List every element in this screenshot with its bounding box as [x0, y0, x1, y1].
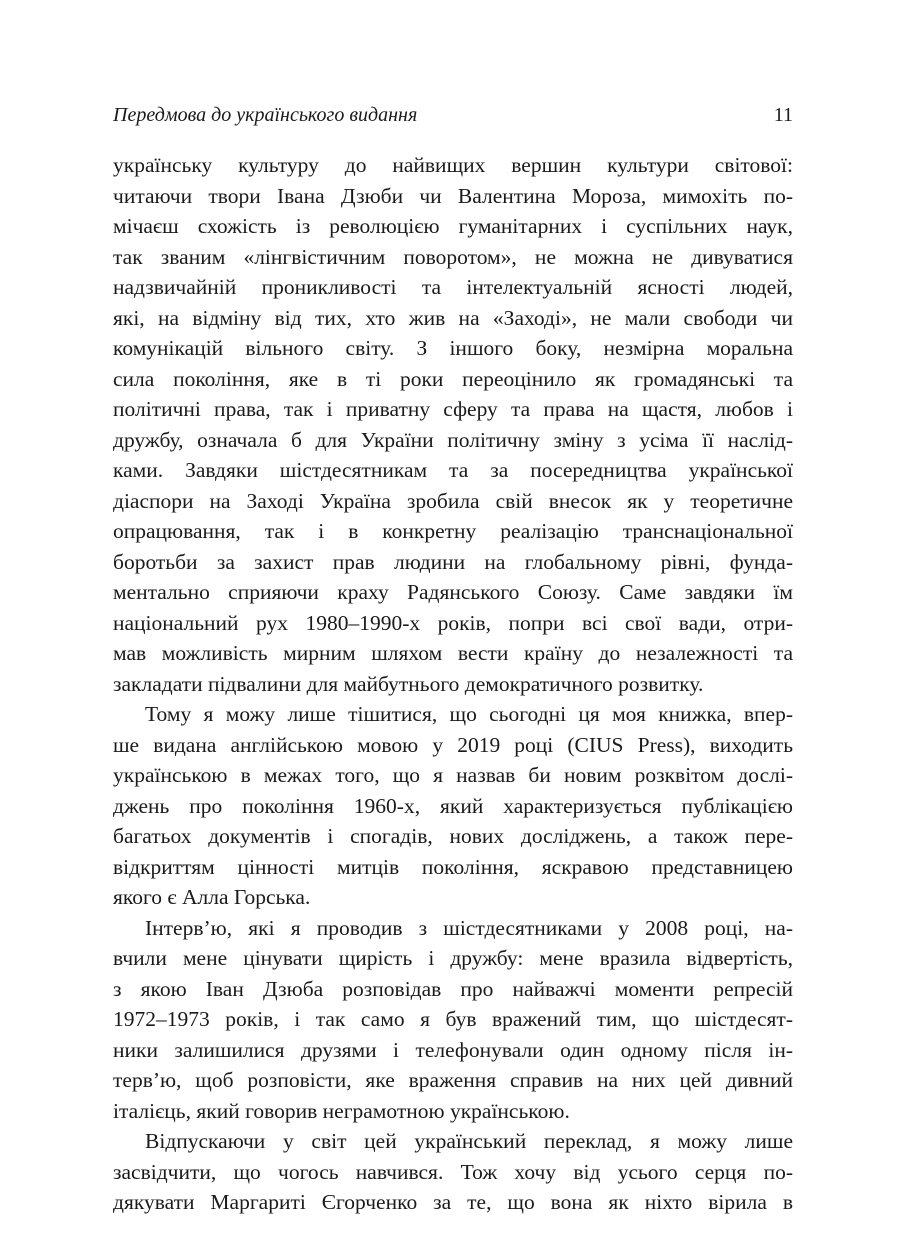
text-line: так званим «лінгвістичним поворотом», не можна не дивуватися [113, 244, 793, 269]
text-line: сила покоління, яке в ті роки переоцінило як громадянські та [113, 366, 793, 391]
text-line: якого є Алла Горська. [113, 885, 311, 909]
running-header [113, 104, 793, 132]
text-line: надзвичайній проникливості та інтелектуальній ясності людей, [113, 275, 793, 299]
text-line: діаспори на Заході Україна зробила свій внесок як у теоретичне [113, 488, 793, 513]
paragraph [113, 699, 793, 913]
text-line: італієць, який говорив неграмотною українською. [113, 1098, 570, 1123]
text-line: опрацювання, так і в конкретну реалізацію транснаціональної [113, 519, 793, 543]
paragraph [113, 1126, 793, 1218]
text-line: 1972–1973 років, і так само я був вражений тим, що шістдесят- [113, 1007, 793, 1031]
text-line: Інтерв’ю, які я проводив з шістдесятниками у 2008 році, на- [145, 915, 793, 940]
text-line: ками. Завдяки шістдесятникам та за посередництва української [113, 458, 793, 482]
text-line: відкриттям цінності митців покоління, яскравою представницею [113, 854, 793, 879]
text-line: дружбу, означала б для України політичну зміну з усіма її наслід- [113, 427, 793, 452]
text-line: мав можливість мирним шляхом вести країну до незалежності та [113, 641, 793, 665]
text-line: багатьох документів і спогадів, нових досліджень, а також пере- [113, 824, 793, 848]
text-line: національний рух 1980–1990-х років, попри всі свої вади, отри- [113, 610, 793, 635]
text-line: українською в межах того, що я назвав би новим розквітом дослі- [113, 763, 793, 787]
text-line: терв’ю, щоб розповісти, яке враження справив на них цей дивний [113, 1068, 793, 1092]
paragraph [113, 913, 793, 1127]
text-line: закладати підвалини для майбутнього демократичного розвитку. [113, 671, 704, 696]
text-line: дякувати Маргариті Єгорченко за те, що вона як ніхто вірила в [113, 1190, 793, 1214]
text-line: мічаєш схожість із революцією гуманітарних і суспільних наук, [113, 214, 793, 238]
paragraph [113, 150, 793, 699]
text-line: вчили мене цінувати щирість і дружбу: мене вразила відвертість, [113, 946, 793, 970]
text-line: боротьби за захист прав людини на глобальному рівні, фунда- [113, 549, 793, 574]
text-line: Тому я можу лише тішитися, що сьогодні ця моя книжка, впер- [145, 702, 793, 726]
text-line: з якою Іван Дзюба розповідав про найважчі моменти репресій [113, 976, 793, 1001]
page-body-text [113, 150, 793, 1218]
text-line: Відпускаючи у світ цей український переклад, я можу лише [145, 1129, 793, 1153]
text-line: читаючи твори Івана Дзюби чи Валентина Мороза, мимохіть по- [113, 183, 793, 208]
text-line: ментально сприяючи краху Радянського Союзу. Саме завдяки їм [113, 580, 793, 604]
text-line: які, на відміну від тих, хто жив на «Заході», не мали свободи чи [113, 305, 793, 330]
text-line: українську культуру до найвищих вершин культури світової: [113, 153, 793, 177]
text-line: джень про покоління 1960-х, який характеризується публікацією [113, 793, 793, 818]
page-number: 11 [773, 104, 793, 126]
running-title: Передмова до українського видання [113, 104, 418, 126]
text-line: ше видана англійською мовою у 2019 році (CIUS Press), виходить [113, 732, 793, 757]
text-line: комунікацій вільного світу. З іншого боку, незмірна моральна [113, 336, 793, 360]
text-line: засвідчити, що чогось навчився. Тож хочу від усього серця по- [113, 1159, 793, 1184]
text-line: ники залишилися друзями і телефонували один одному після ін- [113, 1037, 793, 1062]
text-line: політичні права, так і приватну сферу та права на щастя, любов і [113, 397, 793, 421]
